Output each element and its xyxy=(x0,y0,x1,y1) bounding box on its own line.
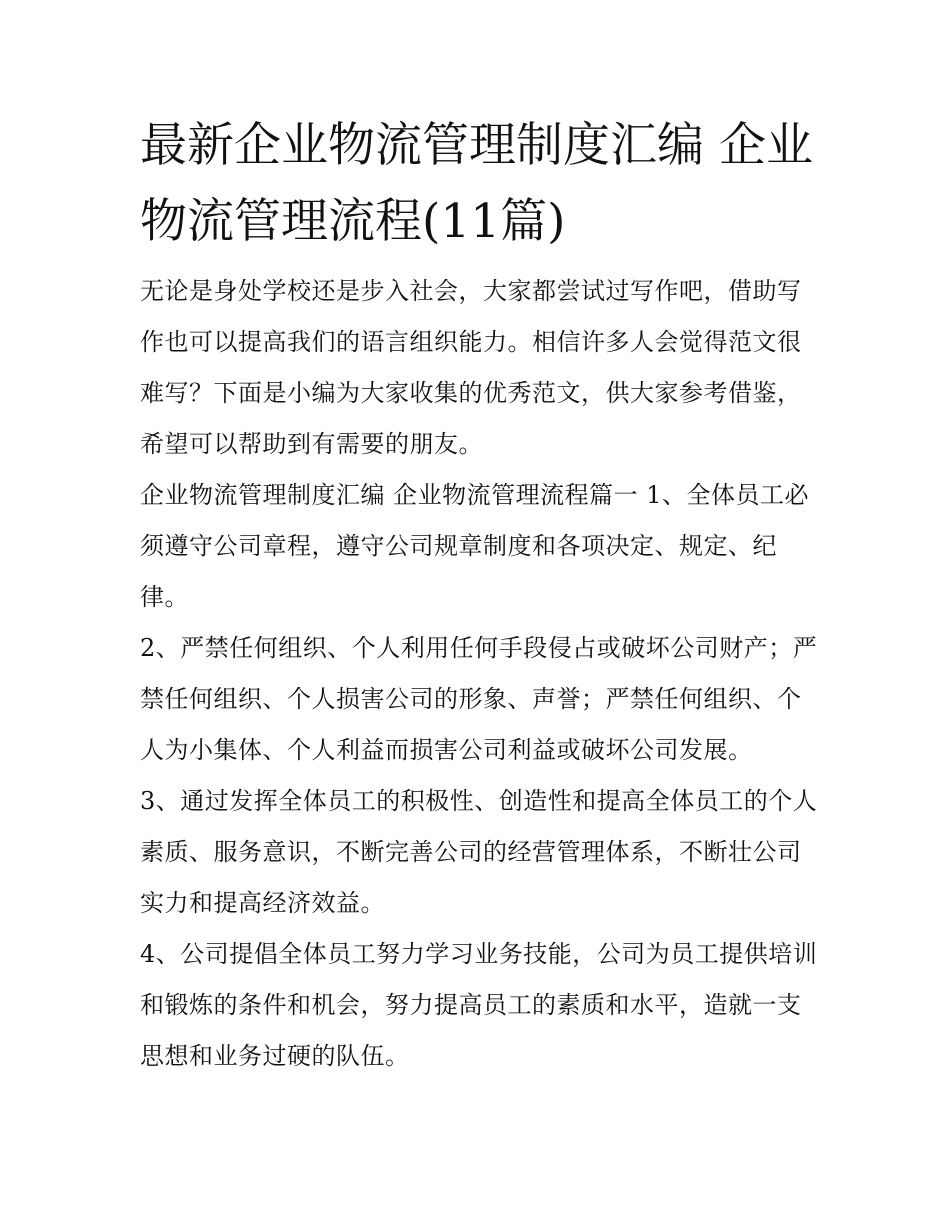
paragraph-rule-3: 3、通过发挥全体员工的积极性、创造性和提高全体员工的个人素质、服务意识，不断完善公司的经营管理体系，不断壮公司实力和提高经济效益。 xyxy=(140,787,818,917)
paragraph-intro: 无论是身处学校还是步入社会，大家都尝试过写作吧，借助写作也可以提高我们的语言组织能力。相信许多人会觉得范文很难写？下面是小编为大家收集的优秀范文，供大家参考借鉴，希望可以帮助到有需要的朋友。 xyxy=(140,277,802,458)
document-body xyxy=(140,108,820,1082)
paragraph-rule-2: 2、严禁任何组织、个人利用任何手段侵占或破坏公司财产；严禁任何组织、个人损害公司的形象、声誉；严禁任何组织、个人为小集体、个人利益而损害公司利益或破坏公司发展。 xyxy=(140,634,818,764)
paragraph-rule-4: 4、公司提倡全体员工努力学习业务技能，公司为员工提供培训和锻炼的条件和机会，努力提高员工的素质和水平，造就一支思想和业务过硬的队伍。 xyxy=(140,940,818,1070)
paragraph-rule-1: 企业物流管理制度汇编 企业物流管理流程篇一 1、全体员工必须遵守公司章程，遵守公司规章制度和各项决定、规定、纪律。 xyxy=(140,481,810,611)
document-title: 最新企业物流管理制度汇编 企业物流管理流程(11篇) xyxy=(140,118,813,249)
